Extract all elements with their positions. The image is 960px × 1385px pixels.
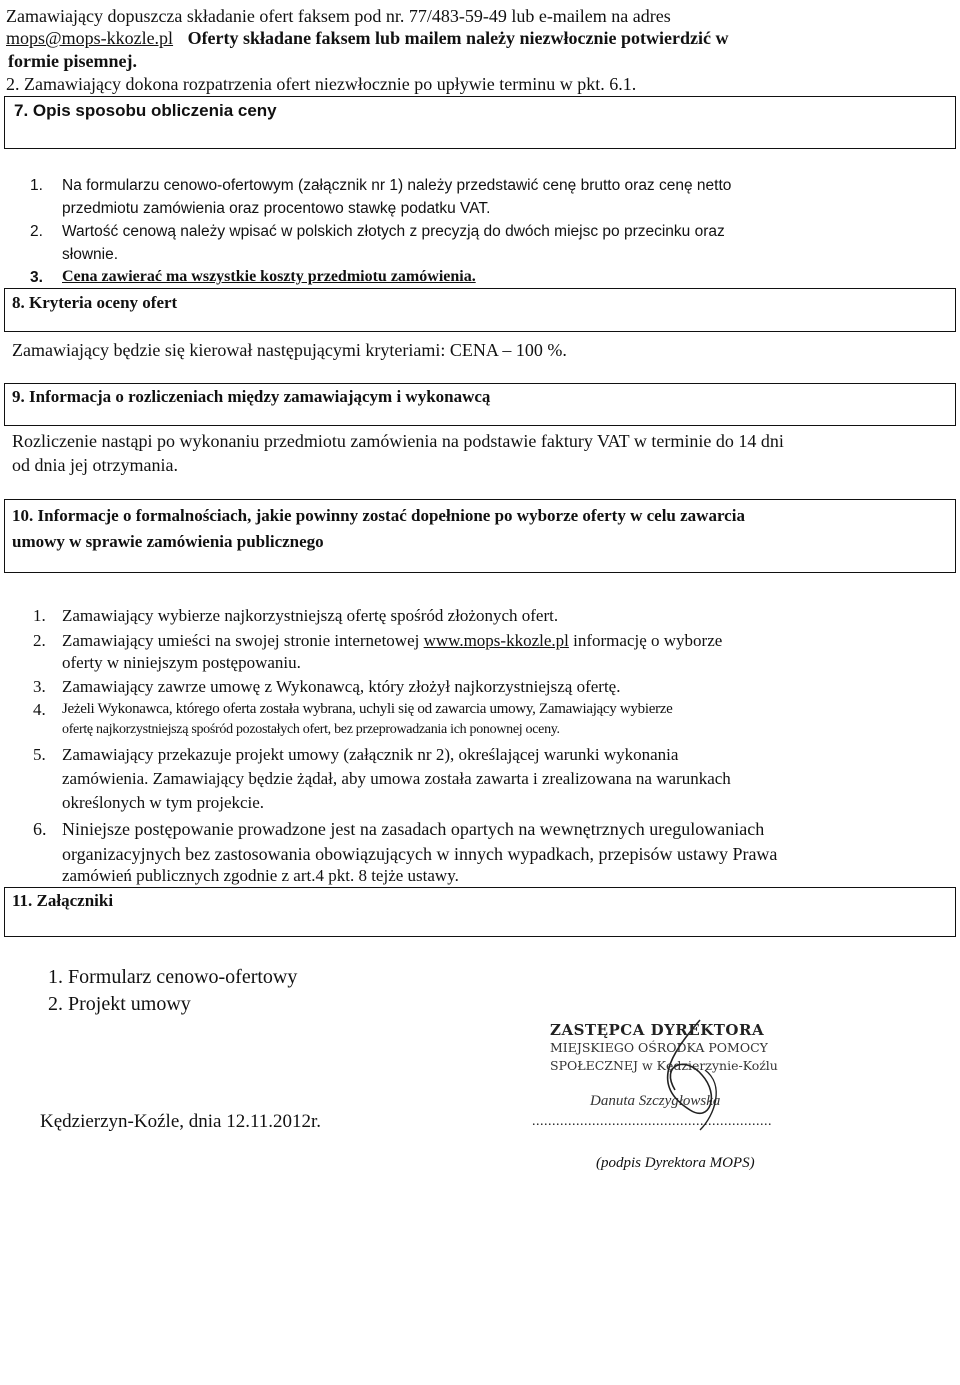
s10-item-5-line-3: określonych w tym projekcie. [62,793,265,812]
website-link[interactable]: www.mops-kkozle.pl [423,631,569,650]
s7-item-2-line-2: słownie. [62,246,118,263]
s10-item-5-line-1: Zamawiający przekazuje projekt umowy (załącznik nr 2), określającej warunki wykonania [62,745,679,764]
s7-item-1-num: 1. [30,177,43,194]
intro-line-2 [6,28,729,49]
stamp-line-2: MIEJSKIEGO OŚRODKA POMOCY [550,1040,768,1055]
s7-item-3-num: 3. [30,269,43,286]
email-link[interactable]: mops@mops-kkozle.pl [6,28,174,48]
intro-line-3: formie pisemnej. [8,51,137,71]
section-10-heading-line-2: umowy w sprawie zamówienia publicznego [12,532,324,551]
s10-item-3-line-1: Zamawiający zawrze umowę z Wykonawcą, który złożył najkorzystniejszą ofertę. [62,677,621,696]
section-8-text: Zamawiający będzie się kierował następującymi kryteriami: CENA – 100 %. [12,340,567,360]
section-9-heading: 9. Informacja o rozliczeniach między zamawiającym i wykonawcą [12,387,491,406]
s10-item-4-num: 4. [33,700,46,719]
intro-line-1: Zamawiający dopuszcza składanie ofert faksem pod nr. 77/483-59-49 lub e-mailem na adres [6,6,671,26]
signature-caption: (podpis Dyrektora MOPS) [596,1155,755,1171]
s10-item-6-line-1: Niniejsze postępowanie prowadzone jest na zasadach opartych na wewnętrznych uregulowaniach [62,819,765,839]
attachment-2: 2. Projekt umowy [48,993,191,1015]
s10-item-2-line-1: Zamawiający umieści na swojej stronie internetowej www.mops-kkozle.pl informację o wyborze [62,631,723,650]
s10-item-6-line-3: zamówień publicznych zgodnie z art.4 pkt. 8 tejże ustawy. [62,866,459,885]
intro-line-4: 2. Zamawiający dokona rozpatrzenia ofert niezwłocznie po upływie terminu w pkt. 6.1. [6,74,637,94]
s10-item-3-num: 3. [33,677,46,696]
s10-item-5-num: 5. [33,745,46,764]
s7-item-1-line-1: Na formularzu cenowo-ofertowym (załącznik nr 1) należy przedstawić cenę brutto oraz cenę netto [62,177,732,194]
s7-item-1-line-2: przedmiotu zamówienia oraz procentowo stawkę podatku VAT. [62,200,491,217]
section-9-line-2: od dnia jej otrzymania. [12,455,178,475]
place-date: Kędzierzyn-Koźle, dnia 12.11.2012r. [40,1111,322,1132]
intro-bold-text: Oferty składane faksem lub mailem należy niezwłocznie potwierdzić w [187,28,729,48]
section-9-line-1: Rozliczenie nastąpi po wykonaniu przedmiotu zamówienia na podstawie faktury VAT w terminie do 14 dni [12,431,784,451]
section-7-heading: 7. Opis sposobu obliczenia ceny [14,101,277,120]
s10-item-4-line-2: ofertę najkorzystniejszą spośród pozostałych ofert, bez przeprowadzania ich ponownej oceny. [62,722,560,737]
s10-item-2-num: 2. [33,631,46,650]
s10-item-5-line-2: zamówienia. Zamawiający będzie żądał, aby umowa została zawarta i zrealizowana na warunkach [62,769,731,788]
section-8-heading: 8. Kryteria oceny ofert [12,293,178,312]
section-11-heading-box [4,887,956,937]
s10-item-1-num: 1. [33,606,46,625]
s7-item-3-line-1: Cena zawierać ma wszystkie koszty przedmiotu zamówienia. [62,268,476,285]
s10-item-2-line-2: oferty w niniejszym postępowaniu. [62,653,301,672]
section-11-heading: 11. Załączniki [12,891,114,910]
section-10-heading-line-1: 10. Informacje o formalnościach, jakie powinny zostać dopełnione po wyborze oferty w celu zawarcia [12,506,745,525]
stamp-name: Danuta Szczygłowska [590,1093,721,1109]
s10-item-1-line-1: Zamawiający wybierze najkorzystniejszą ofertę spośród złożonych ofert. [62,606,559,625]
stamp-line-3: SPOŁECZNEJ w Kędzierzynie-Koźlu [550,1058,778,1073]
attachment-1: 1. Formularz cenowo-ofertowy [48,966,298,988]
s7-item-2-num: 2. [30,223,43,240]
s10-item-4-line-1: Jeżeli Wykonawca, którego oferta została wybrana, uchyli się od zawarcia umowy, Zamawiający wybierze [62,701,673,717]
stamp-line-1: ZASTĘPCA DYREKTORA [550,1021,765,1039]
s7-item-2-line-1: Wartość cenową należy wpisać w polskich złotych z precyzją do dwóch miejsc po przecinku oraz [62,223,725,240]
signature-line: ............................................................ [532,1114,772,1129]
s10-item-6-line-2: organizacyjnych bez zastosowania obowiązujących w innych wypadkach, przepisów ustawy Prawa [62,844,778,864]
s10-item-6-num: 6. [33,819,47,839]
